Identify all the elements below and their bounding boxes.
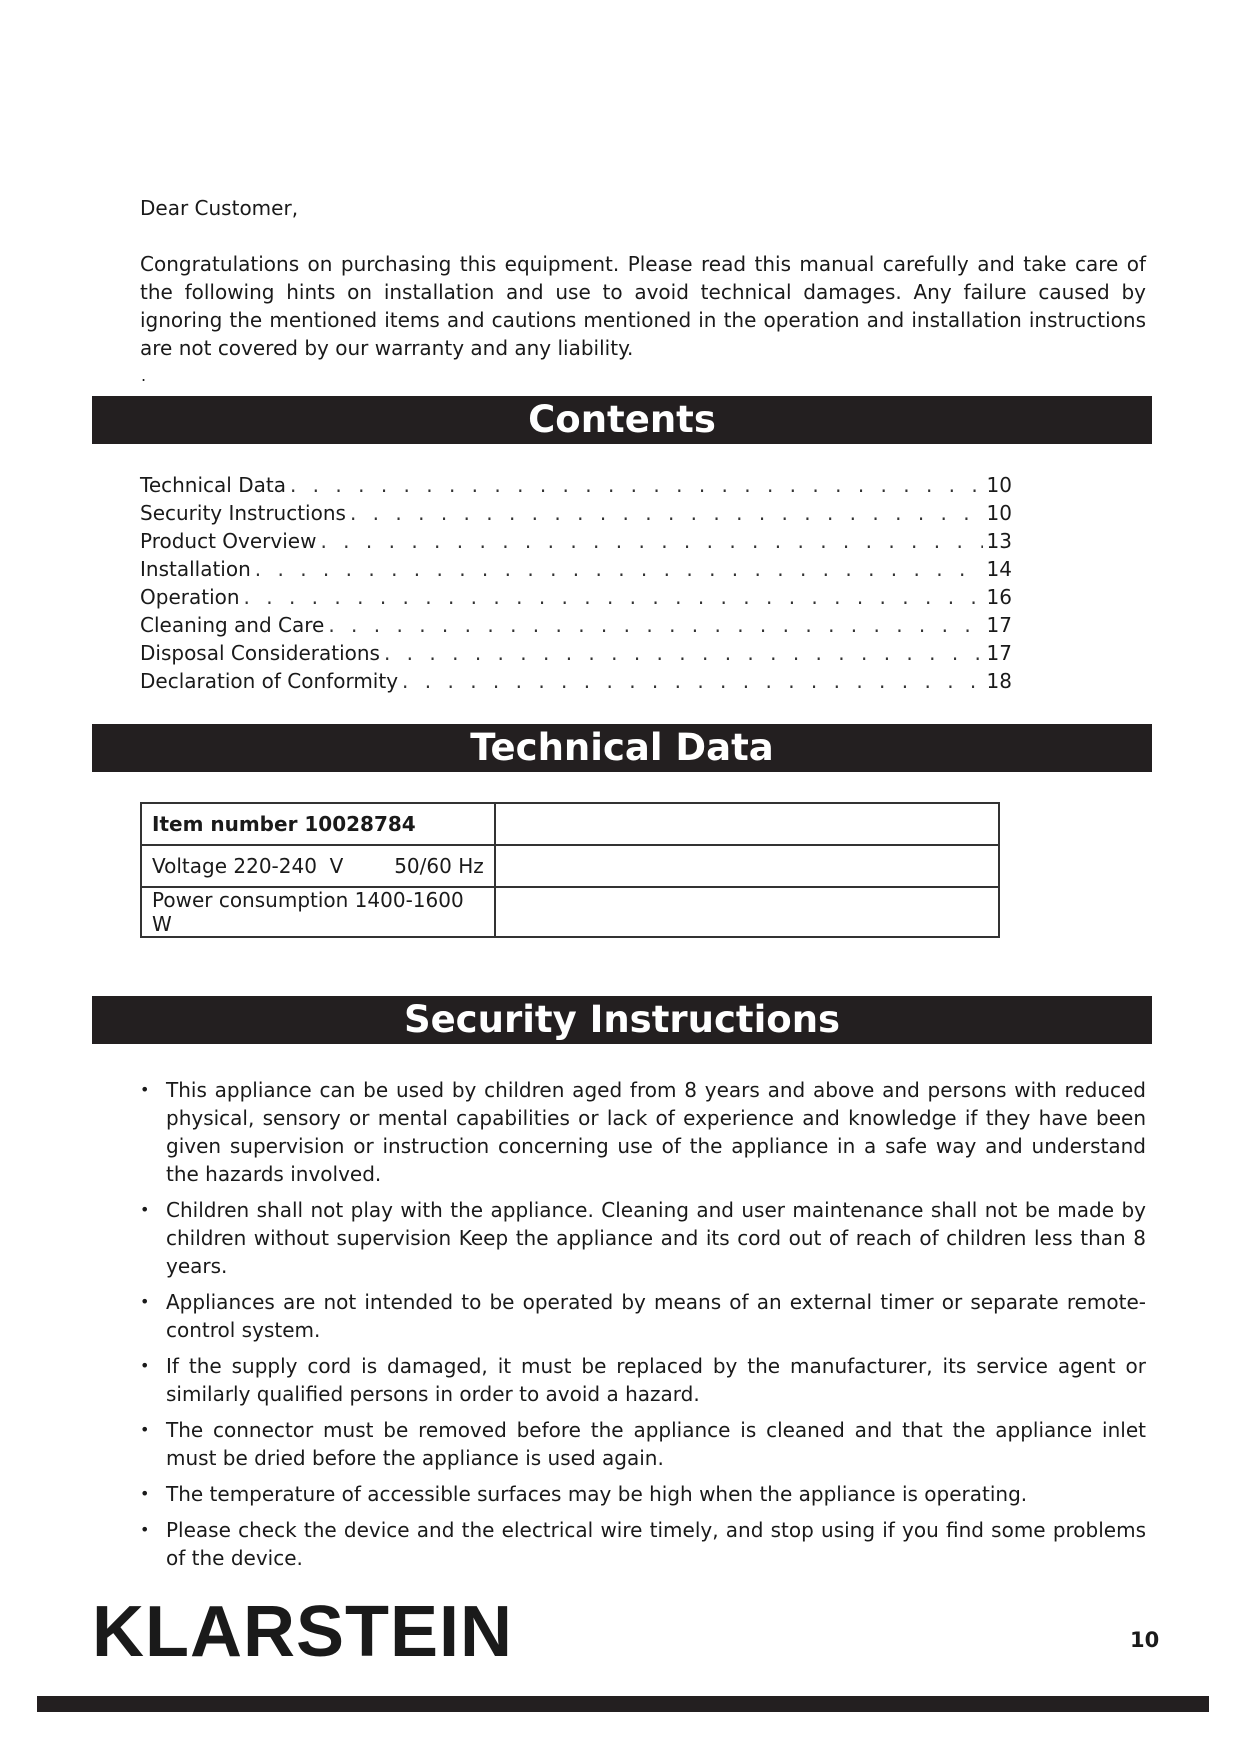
list-item [140,1196,1146,1280]
toc-entry-page: 16 [986,585,1012,609]
toc-entry[interactable] [140,667,1012,695]
list-item-text: This appliance can be used by children aged from 8 years and above and persons with reduced physical, sensory or mental capabilities or lack of experience and knowledge if they have been given supervision or instruction concerning use of the appliance in a safe way and understand the hazards involved. [166,1078,1146,1186]
bullet-icon: • [140,1292,150,1311]
bullet-icon: • [140,1080,150,1099]
toc-entry[interactable] [140,611,1012,639]
toc-leader [255,555,983,583]
toc-entry[interactable] [140,639,1012,667]
bullet-icon: • [140,1520,150,1539]
intro-paragraph: Congratulations on purchasing this equipment. Please read this manual carefully and take care of the following hints on installation and use to avoid technical damages. Any failure caused by ignoring the mentioned items and cautions mentioned in the operation and installation instructions are not covered by our warranty and any liability. [140,252,1146,360]
toc-leader [290,471,983,499]
technical-data-heading: Technical Data [92,724,1152,772]
toc-entry-page: 13 [986,529,1012,553]
list-item-text: The temperature of accessible surfaces may be high when the appliance is operating. [166,1482,1028,1506]
table-of-contents [140,471,1012,695]
toc-entry-page: 17 [986,613,1012,637]
contents-heading: Contents [92,396,1152,444]
toc-entry-label: Product Overview [140,529,317,553]
toc-leader [402,667,983,695]
toc-leader [384,639,983,667]
toc-entry-label: Security Instructions [140,501,346,525]
bullet-icon: • [140,1200,150,1219]
spec-value [495,803,999,845]
toc-entry[interactable] [140,499,1012,527]
bullet-icon: • [140,1484,150,1503]
toc-entry-page: 14 [986,557,1012,581]
toc-leader [328,611,982,639]
list-item-text: Please check the device and the electrical wire timely, and stop using if you find some problems of the device. [166,1518,1146,1570]
toc-entry[interactable] [140,555,1012,583]
toc-entry-label: Installation [140,557,251,581]
spec-label: Item number 10028784 [141,803,495,845]
spec-value [495,845,999,887]
toc-entry-label: Disposal Considerations [140,641,380,665]
list-item [140,1416,1146,1472]
table-row [141,845,999,887]
toc-entry-page: 17 [986,641,1012,665]
table-row [141,803,999,845]
toc-entry-label: Declaration of Conformity [140,669,399,693]
table-row [141,887,999,937]
toc-entry-page: 18 [986,669,1012,693]
list-item [140,1076,1146,1188]
toc-entry[interactable] [140,583,1012,611]
bullet-icon: • [140,1356,150,1375]
list-item-text: Appliances are not intended to be operated by means of an external timer or separate remote-control system. [166,1290,1146,1342]
toc-entry[interactable] [140,527,1012,555]
list-item-text: Children shall not play with the appliance. Cleaning and user maintenance shall not be made by children without supervision Keep the appliance and its cord out of reach of children less than 8 years. [166,1198,1146,1278]
toc-entry-label: Cleaning and Care [140,613,325,637]
stray-mark: . [141,366,147,385]
toc-leader [244,583,983,611]
spec-label: Power consumption 1400-1600 W [141,887,495,937]
toc-leader [320,527,982,555]
brand-logo: KLARSTEIN [92,1592,513,1672]
toc-entry-page: 10 [986,501,1012,525]
toc-entry-label: Operation [140,585,240,609]
footer-bar [37,1696,1209,1712]
list-item-text: If the supply cord is damaged, it must be replaced by the manufacturer, its service agent or similarly qualified persons in order to avoid a hazard. [166,1354,1146,1406]
page-number: 10 [1130,1628,1160,1652]
toc-leader [350,499,983,527]
security-instructions-heading: Security Instructions [92,996,1152,1044]
greeting: Dear Customer, [140,196,299,220]
bullet-icon: • [140,1420,150,1439]
list-item [140,1352,1146,1408]
spec-label: Voltage 220-240 V 50/60 Hz [141,845,495,887]
list-item [140,1480,1146,1508]
spec-value [495,887,999,937]
list-item [140,1288,1146,1344]
list-item [140,1516,1146,1572]
technical-data-table [140,802,1000,938]
list-item-text: The connector must be removed before the appliance is cleaned and that the appliance inlet must be dried before the appliance is used again. [166,1418,1146,1470]
toc-entry-page: 10 [986,473,1012,497]
security-instructions-list [140,1076,1146,1580]
toc-entry[interactable] [140,471,1012,499]
toc-entry-label: Technical Data [140,473,286,497]
